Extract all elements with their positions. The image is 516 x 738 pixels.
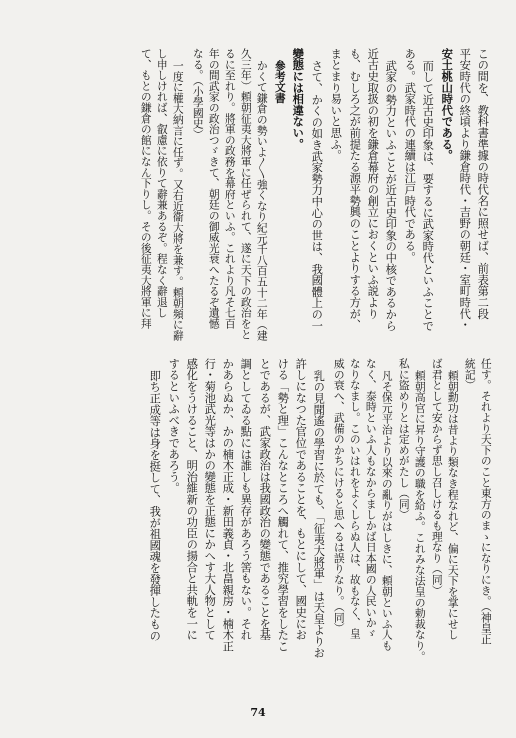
reference-column: て、もとの鎌倉の館になん下りし。その後征夷大將軍に拜	[139, 48, 153, 329]
reference-column: なりなまし。このいはれをよくしらぬ人は、故もなく、皇	[348, 358, 362, 639]
reference-column: なる。（小學國史）	[191, 48, 205, 140]
text-column: 平安時代の終頃より鎌倉時代・吉野の朝廷・室町時代・	[458, 48, 472, 331]
text-column: この間を、教科書準據の時代名に照せば、前表第二段	[476, 48, 490, 320]
reference-column: 久三年）頼朝征夷大將軍に任ぜられて、遂に天下の政治をと	[239, 48, 253, 340]
text-column: 許しになつた官位であることを、もとにして、國史にお	[294, 358, 308, 641]
text-column: まとまり易いと思ふ。	[329, 48, 343, 161]
text-column: 乳の見聞遙の學習に於ても、「征夷大將軍」は天皇よりお	[312, 370, 326, 659]
text-column: 近古史取扱の初を鎌倉幕府の創立におくといふ説より	[366, 48, 380, 320]
text-column: も、むしろ之が前提たる源平勢興のことよりする方が、	[348, 48, 362, 331]
text-column: 即ち正成等は身を挺して、我が祖國魂を發揮したもの	[148, 370, 162, 642]
text-column: さて、かくの如き武家勢力中心の世は、我國體上の一	[310, 60, 324, 332]
reference-column: るに至れり。將軍の政務を幕府といふ。これより凡そ七百	[223, 48, 237, 329]
text-column: ける「勢と理」こんなところへ觸れて、推究學習をしたこ	[276, 358, 290, 652]
text-column: とであるが、武家政治は我國政治の變態であることを基	[258, 358, 272, 641]
reference-column: かくて鎌倉の勢いよ〳〵強くなり紀元千八百五十二年（建	[255, 60, 269, 341]
text-column: するといふべきであろう。	[167, 358, 181, 494]
text-column: かあらぬか、かの楠木正成・新田義貞・北畠親房・楠木正	[221, 358, 235, 652]
text-column: 調としてゐる點には誰しも異存があろう筈もない。それ	[239, 358, 253, 641]
reference-column: し申しければ、叡慮に依りて辭兼あるぞ。程なく辭退し	[155, 48, 169, 318]
reference-heading: 參考文書	[273, 60, 287, 104]
text-column: 而して近古史印象は、要するに武家時代といふことで	[421, 60, 435, 332]
text-column: 變態には相違ない。	[291, 48, 306, 150]
reference-column: 統記）	[463, 358, 477, 391]
reference-column: 威の衰へ、武備のかちにけると思へるは誤りなり。（同）	[332, 358, 346, 634]
text-column: 武家の勢力といふことが近古史印象の中核であるから	[384, 60, 398, 332]
reference-column: 一度に權大納言に任ず。又右近衞大將を兼す。頼朝頻に辭	[171, 60, 185, 341]
reference-column: 私に盜めりとは定めがたし（同）	[397, 358, 411, 520]
text-column: 安土桃山時代である。	[440, 48, 455, 161]
text-column: ある。武家時代の連續は江戸時代である。	[403, 48, 417, 263]
reference-column: なく、泰時といふ人もなからましかば日本國の人民いかゞ	[364, 358, 378, 639]
reference-column: ば君として安からず思し召しけるも理なり（同）	[430, 358, 444, 596]
reference-column: 凡そ保元平治より以來の亂りがはしきに、頼朝といふ人も	[380, 370, 394, 651]
reference-column: 頼朝高官に昇り守護の職を給ふ。これみな法皇の勅裁なり。	[413, 370, 427, 662]
reference-column: 任す。それより天下のこと東方のまゝになりにき。（神皇正	[479, 358, 493, 645]
reference-column: 年の間武家の政治つゞきて、朝廷の御威光衰へたるぞ遺憾	[207, 48, 221, 329]
text-column: 行・菊池武光等はかの變態を正態にかへす大人物として	[203, 358, 217, 641]
reference-column: 頼朝勳功は昔より類なき程なれど、偏に天下を掌にせし	[446, 370, 460, 640]
page-number: 74	[250, 706, 266, 719]
text-column: 感化をうけること、明治維新の功臣の揚合と共軌を一に	[185, 358, 199, 641]
